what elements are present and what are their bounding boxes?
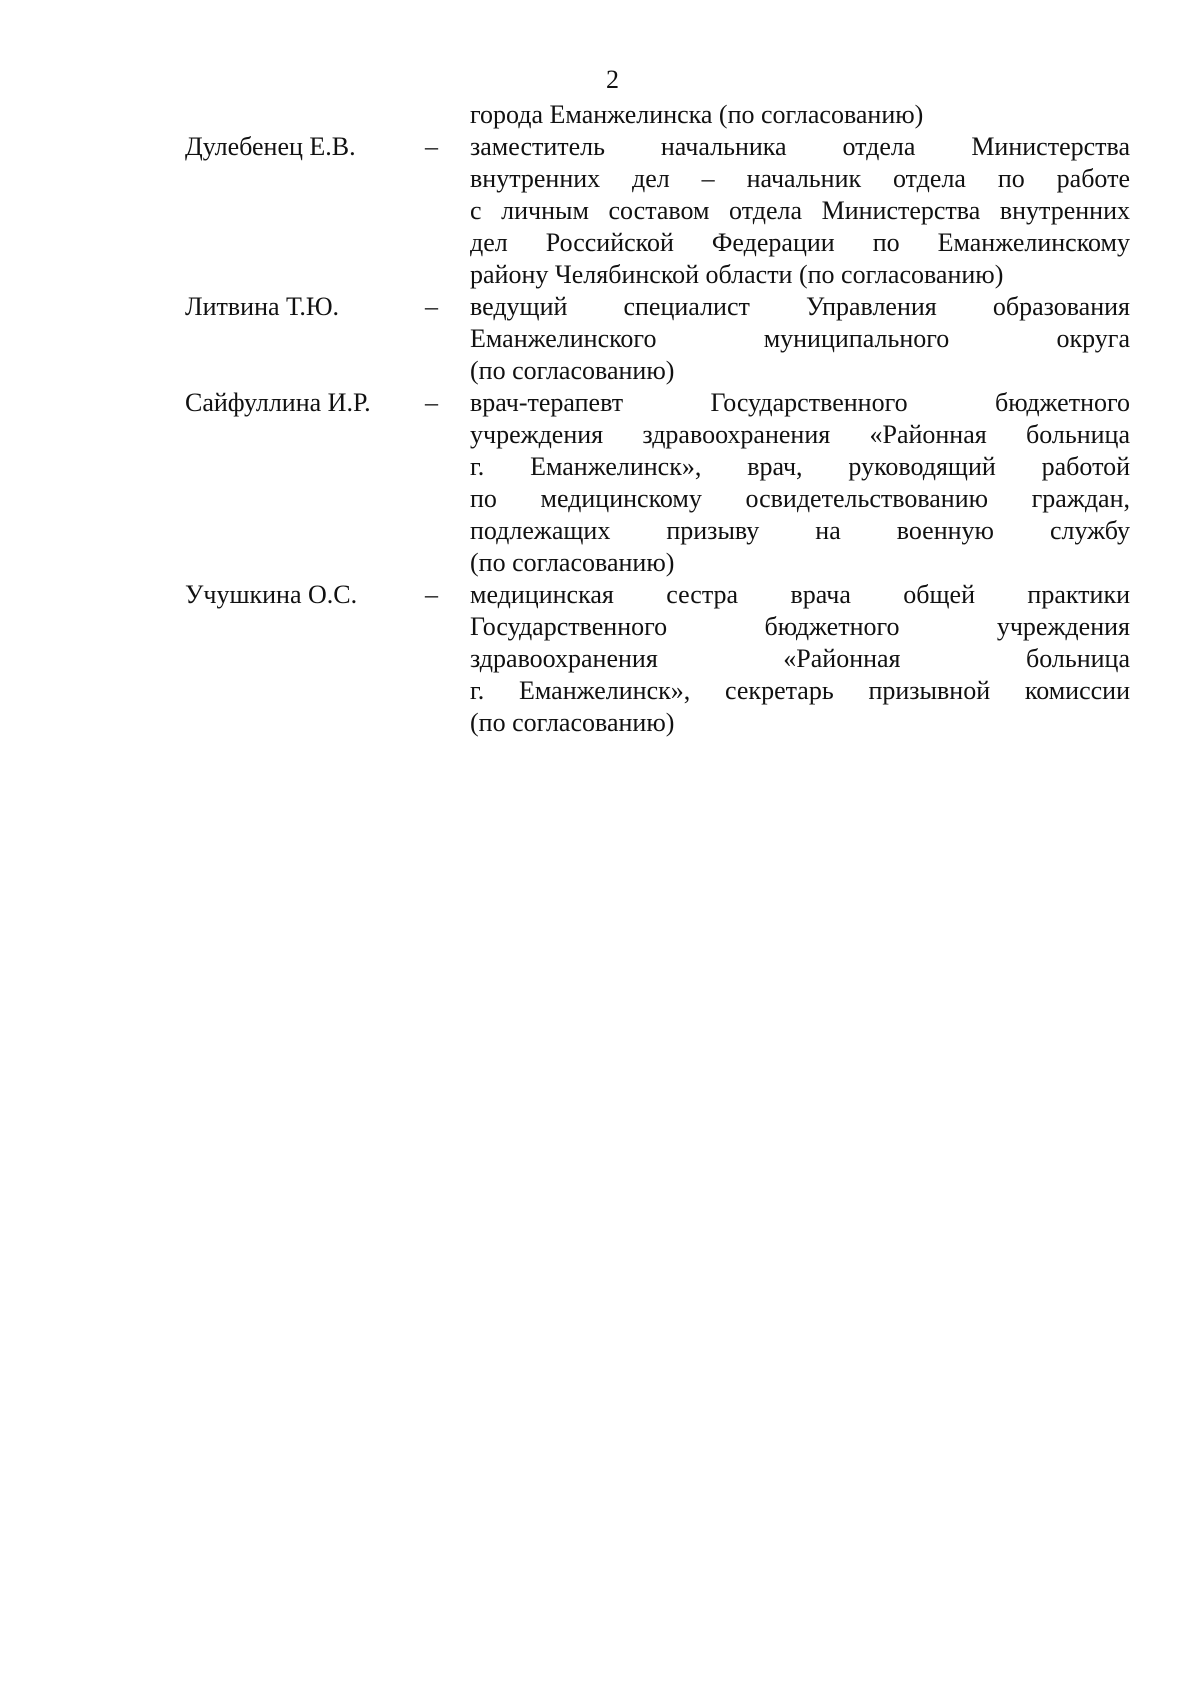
- member-row-dulebenets: [185, 131, 1130, 291]
- desc-line: Государственного бюджетного учреждения: [470, 612, 1130, 641]
- member-description: [470, 291, 1130, 387]
- continuation-text: [470, 99, 1130, 131]
- member-description: [470, 579, 1130, 739]
- desc-line: г. Еманжелинск», секретарь призывной комиссии: [470, 676, 1130, 705]
- desc-line: заместитель начальника отдела Министерства: [470, 132, 1130, 161]
- desc-line: (по согласованию): [470, 548, 675, 577]
- member-row-uchushkina: [185, 579, 1130, 739]
- desc-line: медицинская сестра врача общей практики: [470, 580, 1130, 609]
- member-description: [470, 387, 1130, 579]
- continuation-row: [185, 99, 1130, 131]
- page-number: 2: [606, 65, 619, 94]
- member-dash: –: [425, 388, 438, 417]
- member-name: Литвина Т.Ю.: [185, 292, 340, 321]
- desc-line: г. Еманжелинск», врач, руководящий работой: [470, 452, 1130, 481]
- desc-line: врач-терапевт Государственного бюджетного: [470, 388, 1130, 417]
- desc-line: по медицинскому освидетельствованию граждан,: [470, 484, 1130, 513]
- desc-line: подлежащих призыву на военную службу: [470, 516, 1130, 545]
- commission-members-list: [185, 99, 1130, 739]
- member-name: Дулебенец Е.В.: [185, 132, 356, 161]
- member-dash: –: [425, 580, 438, 609]
- desc-line: (по согласованию): [470, 356, 675, 385]
- member-name: Учушкина О.С.: [185, 580, 358, 609]
- desc-line: учреждения здравоохранения «Районная больница: [470, 420, 1130, 449]
- desc-line: внутренних дел – начальник отдела по работе: [470, 164, 1130, 193]
- desc-line: (по согласованию): [470, 708, 675, 737]
- desc-line: дел Российской Федерации по Еманжелинскому: [470, 228, 1130, 257]
- desc-line: Еманжелинского муниципального округа: [470, 324, 1130, 353]
- member-name: Сайфуллина И.Р.: [185, 388, 371, 417]
- desc-line: города Еманжелинска (по согласованию): [470, 100, 924, 129]
- member-row-litvina: [185, 291, 1130, 387]
- member-dash: –: [425, 292, 438, 321]
- desc-line: району Челябинской области (по согласованию): [470, 260, 1004, 289]
- member-row-sayfullina: [185, 387, 1130, 579]
- desc-line: ведущий специалист Управления образования: [470, 292, 1130, 321]
- desc-line: с личным составом отдела Министерства внутренних: [470, 196, 1130, 225]
- member-dash: –: [425, 132, 438, 161]
- desc-line: здравоохранения «Районная больница: [470, 644, 1130, 673]
- member-description: [470, 131, 1130, 291]
